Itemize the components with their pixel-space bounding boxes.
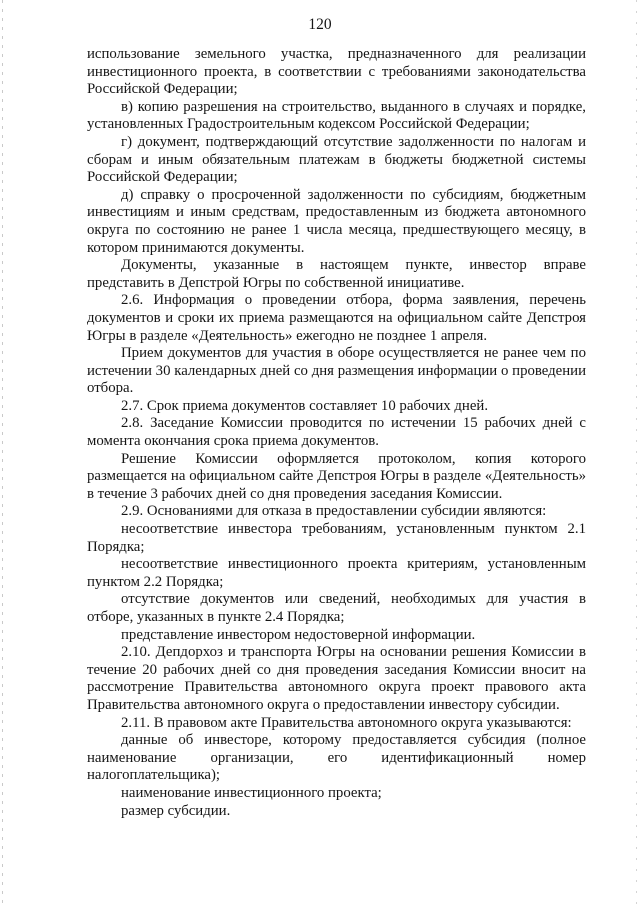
paragraph-continuation: использование земельного участка, предназначенного для реализации инвестиционного проекта, в соответствии с требованиями законодательства Российской Федерации; (87, 46, 586, 98)
paragraph-act-item-3: размер субсидии. (121, 802, 231, 819)
paragraph-2-10: 2.10. Депдорхоз и транспорта Югры на основании решения Комиссии в течение 20 рабочих дней со дня проведения заседания Комиссии вносит на рассмотрение Правительства автономного округа проект правового акта Правительства автономного округа о предоставлении инвестору субсидии. (87, 644, 586, 713)
paragraph-2-6: 2.6. Информация о проведении отбора, форма заявления, перечень документов и сроки их приема размещаются на официальном сайте Депстроя Югры в разделе «Деятельность» ежегодно не позднее 1 апреля. (87, 292, 586, 344)
paragraph-refusal-2: несоответствие инвестиционного проекта критериям, установленным пунктом 2.2 Порядка; (87, 556, 586, 590)
paragraph-refusal-1: несоответствие инвестора требованиям, установленным пунктом 2.1 Порядка; (87, 521, 586, 555)
paragraph-item-g: г) документ, подтверждающий отсутствие задолженности по налогам и сборам и иным обязательным платежам в бюджеты бюджетной системы Российской Федерации; (87, 133, 586, 186)
paragraph-2-8: 2.8. Заседание Комиссии проводится по истечении 15 рабочих дней с момента окончания срока приема документов. (87, 415, 586, 450)
scan-edge-right (636, 0, 637, 905)
document-body (87, 46, 586, 820)
paragraph-decision: Решение Комиссии оформляется протоколом, копия которого размещается на официальном сайте Депстроя Югры в разделе «Деятельность» в течение 3 рабочих дней со дня проведения заседания Комиссии. (87, 450, 586, 502)
paragraph-acceptance: Прием документов для участия в оборе осуществляется не ранее чем по истечении 30 календарных дней со дня размещения информации о проведении отбора. (87, 345, 586, 397)
paragraph-item-v: в) копию разрешения на строительство, выданного в случаях и порядке, установленных Градостроительным кодексом Российской Федерации; (87, 98, 586, 133)
paragraph-documents-note: Документы, указанные в настоящем пункте, инвестор вправе представить в Депстрой Югры по собственной инициативе. (87, 257, 586, 291)
paragraph-item-d: д) справку о просроченной задолженности по субсидиям, бюджетным инвестициям и иным средствам, предоставленным из бюджета автономного округа по состоянию не ранее 1 числа месяца, предшествующего месяцу, в котором принимаются документы. (87, 186, 586, 256)
paragraph-refusal-4: представление инвестором недостоверной информации. (121, 626, 476, 643)
scan-edge-left (2, 0, 3, 905)
page-number: 120 (308, 16, 332, 33)
paragraph-refusal-3: отсутствие документов или сведений, необходимых для участия в отборе, указанных в пункте 2.4 Порядка; (87, 591, 586, 625)
paragraph-2-9: 2.9. Основаниями для отказа в предоставлении субсидии являются: (121, 503, 547, 520)
paragraph-2-11: 2.11. В правовом акте Правительства автономного округа указываются: (121, 714, 572, 731)
paragraph-2-7: 2.7. Срок приема документов составляет 10 рабочих дней. (121, 397, 489, 414)
paragraph-act-item-2: наименование инвестиционного проекта; (121, 784, 382, 801)
paragraph-act-item-1: данные об инвесторе, которому предоставляется субсидия (полное наименование организации, его идентификационный номер налогоплательщика); (87, 732, 586, 784)
